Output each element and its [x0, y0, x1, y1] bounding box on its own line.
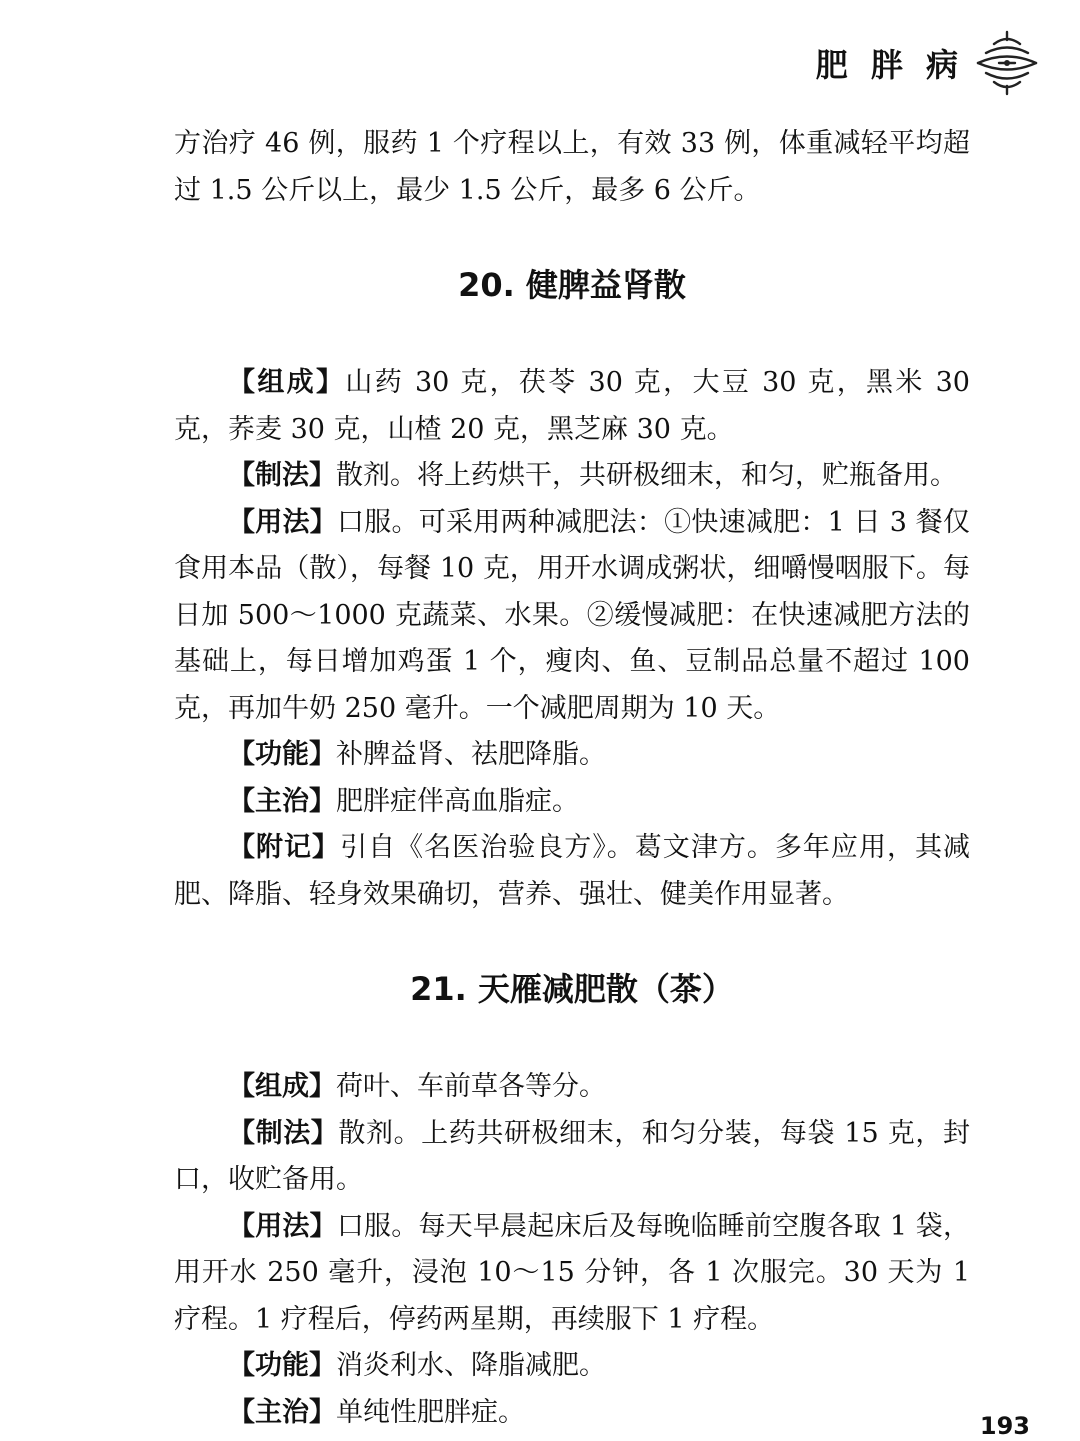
recipe-20-function — [174, 732, 970, 779]
section-text: 口服。可采用两种减肥法：①快速减肥：1 日 3 餐仅食用本品（散），每餐 10 克，用开水调成粥状，细嚼慢咽服下。每日加 500～1000 克蔬菜、水果。②缓慢减肥：在快速减肥方法的基础上，每日增加鸡蛋 1 个，瘦肉、鱼、豆制品总量不超过 100 克，再加牛奶 250 毫升。一个减肥周期为 10 天。 — [174, 506, 971, 724]
recipe-20-preparation — [174, 453, 970, 500]
section-label: 【制法】 — [228, 1117, 339, 1149]
section-text: 肥胖症伴高血脂症。 — [336, 785, 579, 817]
decorative-ornament-icon — [972, 28, 1042, 98]
running-header — [816, 28, 1042, 98]
recipe-20-indication — [174, 779, 970, 826]
section-text: 引自《名医治验良方》。葛文津方。多年应用，其减肥、降脂、轻身效果确切，营养、强壮、健美作用显著。 — [174, 832, 971, 910]
recipe-20-composition — [174, 360, 970, 453]
section-text: 补脾益肾、祛肥降脂。 — [336, 739, 606, 770]
section-text: 散剂。上药共研极细末，和匀分装，每袋 15 克，封口，收贮备用。 — [174, 1117, 971, 1195]
recipe-21-title: 21. 天雁减肥散（茶） — [410, 970, 734, 1008]
recipe-21-preparation — [174, 1111, 970, 1204]
section-label: 【主治】 — [228, 785, 336, 817]
section-text: 口服。每天早晨起床后及每晚临睡前空腹各取 1 袋，用开水 250 毫升，浸泡 10～15 分钟，各 1 次服完。30 天为 1 疗程。1 疗程后，停药两星期，再续服下 1 疗程。 — [174, 1210, 971, 1335]
section-label: 【附记】 — [228, 832, 341, 863]
section-label: 【用法】 — [228, 506, 338, 538]
section-label: 【制法】 — [228, 460, 336, 491]
page-body — [174, 121, 970, 1436]
section-label: 【功能】 — [228, 1350, 336, 1381]
section-label: 【组成】 — [228, 367, 346, 398]
recipe-21-function — [174, 1343, 970, 1390]
section-text: 散剂。将上药烘干，共研极细末，和匀，贮瓶备用。 — [336, 460, 957, 491]
intro-paragraph: 方治疗 46 例，服药 1 个疗程以上，有效 33 例，体重减轻平均超过 1.5 公斤以上，最少 1.5 公斤，最多 6 公斤。 — [174, 128, 970, 206]
section-text: 单纯性肥胖症。 — [336, 1396, 525, 1428]
recipe-21-indication — [174, 1390, 970, 1437]
section-label: 【组成】 — [228, 1071, 336, 1102]
section-text: 山药 30 克，茯苓 30 克，大豆 30 克，黑米 30 克，荞麦 30 克，山楂 20 克，黑芝麻 30 克。 — [174, 367, 970, 445]
page-number: 193 — [979, 1412, 1030, 1440]
running-header-title: 肥 胖 病 — [815, 46, 964, 84]
recipe-20-usage — [174, 500, 970, 733]
section-label: 【用法】 — [228, 1210, 337, 1242]
section-label: 【功能】 — [228, 739, 336, 770]
section-label: 【主治】 — [228, 1396, 336, 1428]
recipe-20-notes — [174, 825, 970, 918]
section-text: 消炎利水、降脂减肥。 — [336, 1350, 606, 1381]
section-text: 荷叶、车前草各等分。 — [336, 1071, 606, 1102]
recipe-21-composition — [174, 1064, 970, 1111]
recipe-21-usage — [174, 1204, 970, 1344]
recipe-20-title: 20. 健脾益肾散 — [458, 266, 686, 304]
